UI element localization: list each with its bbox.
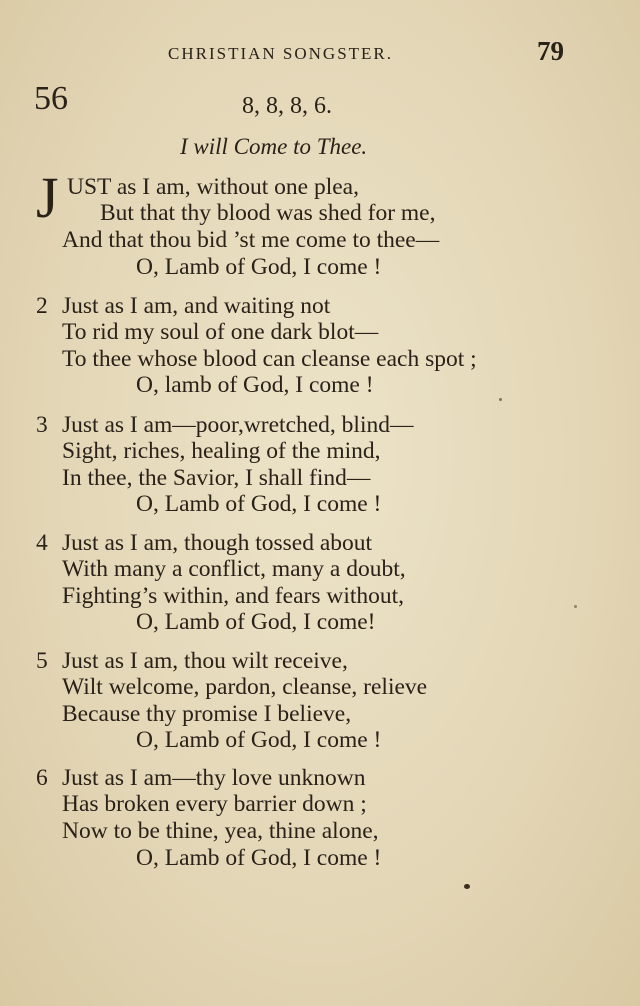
running-head: CHRISTIAN SONGSTER.: [168, 44, 394, 63]
hymn-meter: 8, 8, 8, 6.: [242, 93, 332, 119]
stanza-number: 6: [36, 765, 48, 791]
stanza-line: With many a conflict, many a doubt,: [62, 556, 406, 582]
stanza-refrain: O, Lamb of God, I come !: [136, 254, 382, 280]
stanza-line: But that thy blood was shed for me,: [100, 200, 436, 226]
hymn-number: 56: [34, 80, 68, 117]
stanza-line: Now to be thine, yea, thine alone,: [62, 818, 379, 844]
stanza-line: Just as I am—thy love unknown: [62, 765, 366, 791]
ink-speck: [574, 605, 577, 608]
hymn-title: I will Come to Thee.: [180, 134, 368, 159]
stanza-number: 5: [36, 648, 48, 674]
stanza-line: And that thou bid ’st me come to thee—: [62, 227, 440, 253]
stanza-number: 4: [36, 530, 48, 556]
stanza-line: Just as I am—poor,wretched, blind—: [62, 412, 414, 438]
stanza-line: To rid my soul of one dark blot—: [62, 319, 379, 345]
drop-cap: J: [36, 165, 59, 230]
stanza-line: To thee whose blood can cleanse each spot ;: [62, 346, 477, 372]
stanza-line: UST as I am, without one plea,: [67, 174, 359, 200]
stanza-refrain: O, Lamb of God, I come !: [136, 727, 382, 753]
ink-speck: [464, 884, 470, 889]
stanza-refrain: O, Lamb of God, I come !: [136, 845, 382, 871]
stanza-line: Because thy promise I believe,: [62, 701, 352, 727]
stanza-line: Wilt welcome, pardon, cleanse, relieve: [62, 674, 428, 700]
page-number: 79: [537, 36, 564, 66]
stanza-number: 3: [36, 412, 48, 438]
ink-speck: [499, 398, 502, 401]
stanza-line: Sight, riches, healing of the mind,: [62, 438, 381, 464]
stanza-refrain: O, Lamb of God, I come !: [136, 491, 382, 517]
stanza-refrain: O, Lamb of God, I come!: [136, 609, 376, 635]
stanza-line: Just as I am, though tossed about: [62, 530, 373, 556]
stanza-line: In thee, the Savior, I shall find—: [62, 465, 371, 491]
stanza-number: 2: [36, 293, 48, 319]
stanza-line: Just as I am, and waiting not: [62, 293, 331, 319]
stanza-line: Fighting’s within, and fears without,: [62, 583, 405, 609]
stanza-line: Just as I am, thou wilt receive,: [62, 648, 348, 674]
stanza-line: Has broken every barrier down ;: [62, 791, 367, 817]
stanza-refrain: O, lamb of God, I come !: [136, 372, 374, 398]
